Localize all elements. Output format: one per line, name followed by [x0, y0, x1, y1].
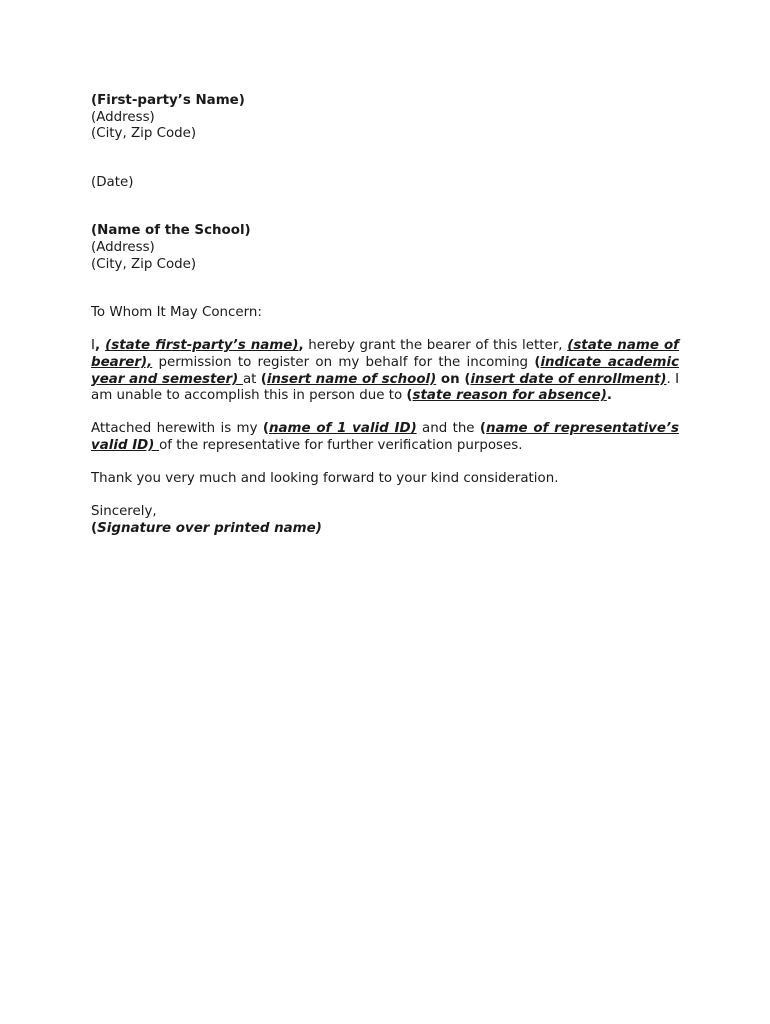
text-segment: ( — [260, 371, 267, 387]
recipient-address: (Address) — [91, 239, 155, 255]
text-segment: and the — [416, 421, 480, 437]
academic-year-semester-field: indicate academic year and semester) — [91, 354, 680, 387]
representative-id-field: name of representative’s valid ID) — [91, 421, 680, 453]
text-segment: ( — [406, 388, 413, 404]
valid-id-field: name of 1 valid ID) — [268, 421, 417, 437]
recipient-city-zip: (City, Zip Code) — [91, 256, 197, 272]
text-segment: I — [91, 338, 95, 354]
text-segment: permission to register on my behalf for the incoming — [152, 354, 535, 370]
text-segment: of the representative for further verification purposes. — [159, 437, 523, 453]
text-segment: ( — [91, 520, 98, 536]
paragraph-authorization — [91, 338, 679, 404]
text-segment: on ( — [436, 371, 471, 387]
school-name-field: insert name of school) — [266, 371, 437, 387]
sender-name: (First-party’s Name) — [91, 93, 245, 108]
text-segment: . — [606, 388, 612, 404]
signature-line — [91, 521, 679, 538]
bearer-name-field: (state name of bearer), — [91, 338, 679, 370]
absence-reason-field: state reason for absence) — [412, 388, 607, 404]
letter-date: (Date) — [91, 174, 134, 190]
paragraph-thanks: Thank you very much and looking forward to your kind consideration. — [91, 471, 559, 487]
text-segment: Attached herewith is my — [91, 421, 263, 437]
paragraph-attachments — [91, 421, 679, 454]
text-segment: , — [298, 338, 304, 354]
text-segment: hereby grant the bearer of this letter, — [303, 338, 568, 354]
letter — [91, 93, 679, 537]
first-party-name-field: (state first-party’s name) — [105, 338, 299, 354]
enrollment-date-field: insert date of enrollment) — [470, 371, 667, 387]
text-segment: . I am unable to accomplish this in person due to — [91, 371, 680, 404]
salutation: To Whom It May Concern: — [91, 305, 262, 321]
text-segment: , — [94, 338, 106, 354]
text-segment: ( — [479, 421, 487, 437]
text-segment: at — [242, 371, 261, 387]
sender-address: (Address) — [91, 109, 155, 125]
text-segment: ( — [534, 354, 541, 370]
sender-city-zip: (City, Zip Code) — [91, 126, 197, 142]
recipient-name: (Name of the School) — [91, 223, 251, 239]
signature-placeholder: Signature over printed name) — [97, 520, 322, 536]
closing: Sincerely, — [91, 504, 157, 520]
text-segment: ( — [262, 421, 269, 437]
